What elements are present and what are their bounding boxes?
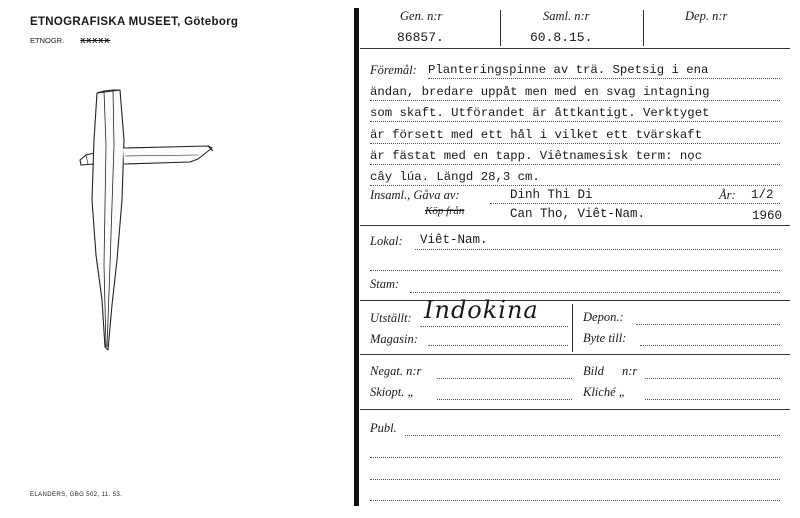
dotted-line bbox=[415, 249, 780, 250]
dotted-line bbox=[370, 164, 780, 165]
gen-nr-label: Gen. n:r bbox=[400, 9, 443, 23]
section-rule bbox=[360, 354, 790, 355]
dep-nr-label: Dep. n:r bbox=[685, 9, 728, 23]
dotted-line bbox=[437, 399, 572, 400]
planting-stick-drawing bbox=[70, 85, 230, 360]
dotted-line bbox=[370, 479, 780, 480]
depon-label: Depon.: bbox=[583, 310, 624, 324]
section-rule bbox=[360, 225, 790, 226]
dotted-line bbox=[370, 143, 780, 144]
etnogr-struck: XXXXX bbox=[80, 36, 111, 45]
utstallt-value: Indokina bbox=[424, 296, 539, 324]
insaml-place: Can Tho, Viêt-Nam. bbox=[510, 207, 646, 221]
section-rule bbox=[360, 409, 790, 410]
etnogr-label: ETNOGR. bbox=[30, 36, 65, 45]
saml-nr-label: Saml. n:r bbox=[543, 9, 590, 23]
dotted-line bbox=[410, 292, 780, 293]
dotted-line bbox=[640, 345, 780, 346]
skiopt-label: Skiopt. „ bbox=[370, 385, 415, 399]
museum-name: ETNOGRAFISKA MUSEET, Göteborg bbox=[30, 16, 239, 28]
description-line-4: är försett med ett hål i vilket ett tvärskaft bbox=[370, 128, 703, 142]
ar-value: 1/2 bbox=[751, 188, 774, 202]
ar-label: År: bbox=[719, 188, 736, 202]
dotted-line bbox=[370, 270, 780, 271]
foremal-label: Föremål: bbox=[370, 63, 417, 77]
header-sep-1 bbox=[500, 10, 501, 46]
card-divider bbox=[354, 8, 359, 506]
stam-label: Stam: bbox=[370, 277, 400, 291]
dotted-line bbox=[370, 121, 780, 122]
dotted-line bbox=[636, 324, 780, 325]
kliche-label: Kliché „ bbox=[583, 385, 626, 399]
byte-label: Byte till: bbox=[583, 331, 627, 345]
dotted-line bbox=[420, 326, 568, 327]
dotted-line bbox=[405, 435, 780, 436]
dotted-line bbox=[437, 378, 572, 379]
dotted-line bbox=[370, 185, 780, 186]
dotted-line bbox=[370, 457, 780, 458]
dotted-line bbox=[645, 399, 780, 400]
description-line-1: Planteringspinne av trä. Spetsig i ena bbox=[428, 63, 709, 77]
dotted-line bbox=[490, 203, 780, 204]
utstallt-label: Utställt: bbox=[370, 311, 412, 325]
insaml-year: 1960 bbox=[752, 209, 783, 223]
negat-label: Negat. n:r bbox=[370, 364, 422, 378]
etnogr-line bbox=[30, 36, 110, 45]
lokal-label: Lokal: bbox=[370, 234, 403, 248]
insaml-value: Dinh Thi Di bbox=[510, 188, 593, 202]
insaml-label: Insaml., Gåva av: bbox=[370, 188, 460, 202]
kop-fran-label: Köp från bbox=[425, 205, 465, 217]
description-line-6: cây lúa. Längd 28,3 cm. bbox=[370, 170, 540, 184]
description-line-2: ändan, bredare uppåt men med en svag intagning bbox=[370, 85, 710, 99]
magasin-label: Magasin: bbox=[370, 332, 418, 346]
dotted-line bbox=[428, 345, 568, 346]
dotted-line bbox=[370, 100, 780, 101]
printer-footer: ELANDERS, GBG 502, 11. 53. bbox=[30, 492, 123, 498]
publ-label: Publ. bbox=[370, 421, 397, 435]
bild-label: Bild bbox=[583, 364, 604, 378]
description-line-3: som skaft. Utförandet är åttkantigt. Verktyget bbox=[370, 106, 710, 120]
dotted-line bbox=[645, 378, 780, 379]
gen-nr-value: 86857. bbox=[397, 30, 444, 45]
description-line-5: är fästat med en tapp. Viêtnamesisk term: nọc bbox=[370, 149, 703, 163]
header-rule bbox=[360, 48, 790, 49]
saml-nr-value: 60.8.15. bbox=[530, 30, 593, 45]
column-sep bbox=[572, 304, 573, 352]
dotted-line bbox=[370, 500, 780, 501]
bild-nr-label: n:r bbox=[622, 364, 638, 378]
header-sep-2 bbox=[643, 10, 644, 46]
lokal-value: Viêt-Nam. bbox=[420, 233, 488, 247]
dotted-line bbox=[428, 78, 780, 79]
